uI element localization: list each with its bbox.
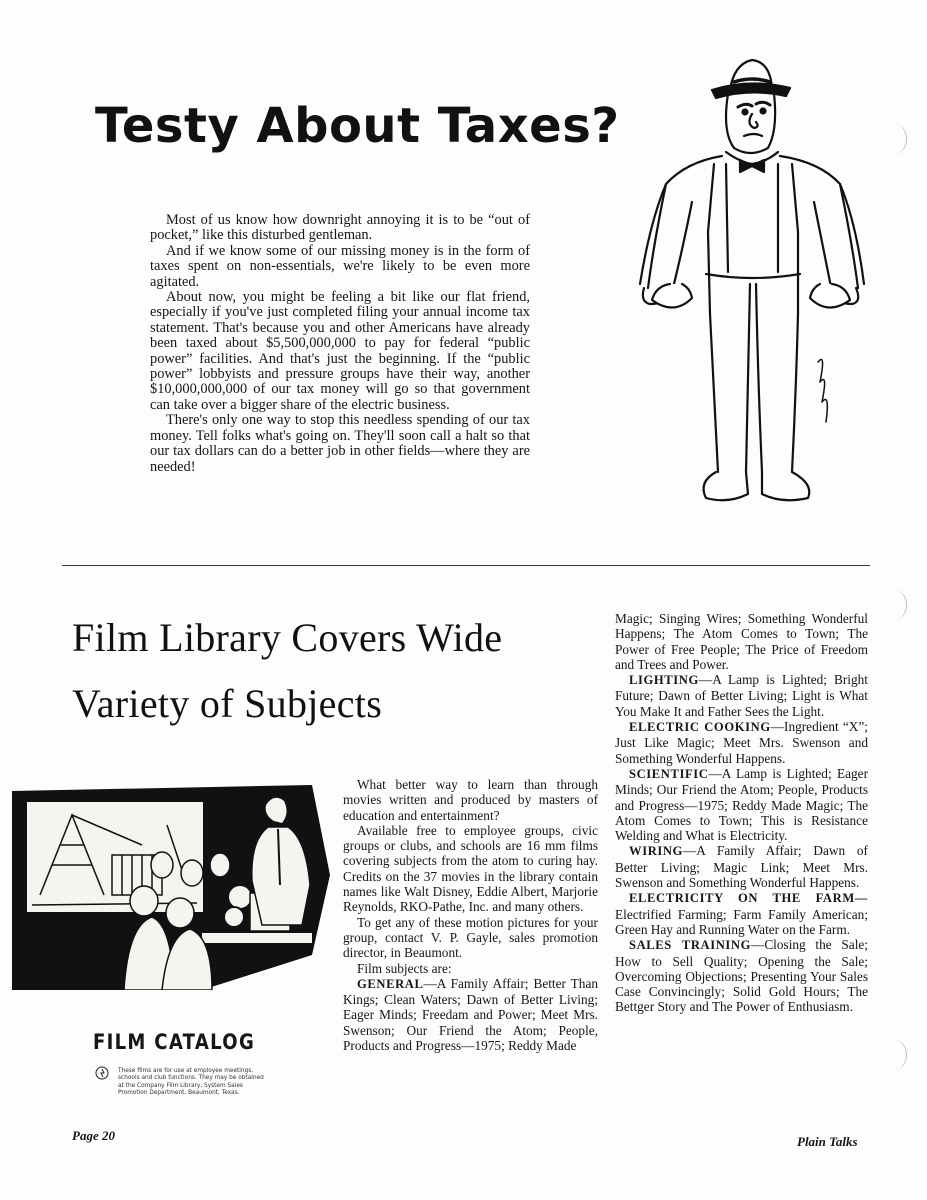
category-text: Electrified Farming; Farm Family American; Green Hay and Running Water on the Farm. — [615, 906, 868, 937]
tax-article-body — [150, 213, 530, 475]
category-text: —Ingredient “X”; Just Like Magic; Meet Mrs. Swenson and Something Wonderful Happens. — [615, 719, 868, 766]
paragraph: And if we know some of our missing money is in the form of taxes spent on non-essentials, we're likely to be even more agitated. — [150, 242, 530, 290]
film-catalog-note: These films are for use at employee meetings, schools and club functions. They may be obtained at the Company Film Library, System Sales Promotion Department, Beaumont, Texas. — [118, 1068, 264, 1097]
paragraph: What better way to learn than through movies written and produced by masters of education and entertainment? — [343, 777, 598, 823]
section-divider — [62, 565, 870, 566]
article-headline-line-2: Variety of Subjects — [72, 681, 383, 726]
category-text: —Closing the Sale; How to Sell Quality; Opening the Sale; Overcoming Objections; Presenting Your Sales Case Convincingly; Solid Gold Hours; The Bettger Story and The Power of Enthusiasm. — [615, 937, 868, 1015]
company-seal-icon — [95, 1066, 109, 1080]
binder-hole — [882, 124, 907, 154]
category-text: —A Lamp is Lighted; Bright Future; Dawn of Better Living; Light is What You Make It and Father Sees the Light. — [615, 672, 868, 719]
category-label: LIGHTING — [629, 673, 699, 688]
article-headline: Testy About Taxes? — [95, 98, 620, 154]
paragraph: Available free to employee groups, civic groups or clubs, and schools are 16 mm films covering subjects from the atom to curing hay. Credits on the 37 movies in the library contain names like Walt Disney, Eddie Albert, Marjorie Reynolds, RKO-Pathe, Inc. and many others. — [343, 822, 598, 915]
category-label: WIRING — [629, 844, 683, 859]
page-number: Page 20 — [72, 1128, 115, 1143]
film-catalog-title: FILM CATALOG — [93, 1030, 256, 1054]
binder-hole — [882, 1040, 907, 1070]
category-electric-cooking — [615, 719, 868, 766]
category-label: GENERAL — [357, 976, 424, 991]
film-article-column-1 — [343, 777, 598, 1053]
binder-hole — [882, 590, 907, 620]
category-label: ELECTRIC COOKING — [629, 720, 771, 735]
paragraph: About now, you might be feeling a bit like our flat friend, especially if you've just completed filing your annual income tax statement. That's because you and other Americans have already been taxed about $5,500,000,000 to pay for federal “public power” facilities. And that's just the beginning. If the “public power” lobbyists and pressure groups have their way, another $10,000,000,000 of our tax money will go so that government can take over a bigger share of the electric business. — [150, 289, 530, 413]
category-wiring — [615, 843, 868, 890]
article-headline-line-1: Film Library Covers Wide — [72, 615, 503, 660]
category-label: ELECTRICITY ON THE FARM— — [629, 891, 868, 906]
film-article-column-2 — [615, 611, 868, 1015]
paragraph: There's only one way to stop this needless spending of our tax money. Tell folks what's going on. They'll soon call a halt so that our tax dollars can do a better job in other fields—where they are needed! — [150, 412, 530, 475]
paragraph: To get any of these motion pictures for your group, contact V. P. Gayle, sales promotion director, in Beaumont. — [343, 914, 598, 961]
category-text: —A Family Affair; Dawn of Better Living; Magic Link; Meet Mrs. Swenson and Something Wonderful Happens. — [615, 843, 868, 891]
cartoon-man-empty-pockets-icon — [630, 52, 870, 522]
category-label: SCIENTIFIC — [629, 766, 709, 781]
publication-name: Plain Talks — [797, 1134, 858, 1149]
paragraph: Most of us know how downright annoying it is to be “out of pocket,” like this disturbed gentleman. — [150, 212, 530, 244]
category-lighting — [615, 672, 868, 719]
category-label: SALES TRAINING — [629, 938, 752, 953]
category-text: —A Lamp is Lighted; Eager Minds; Our Friend the Atom; People, Products and Progress—1975; Reddy Made Magic; The Atom Comes to Town; This is Resistance Welding and What is Electricity. — [615, 765, 868, 844]
paragraph: Magic; Singing Wires; Something Wonderful Happens; The Atom Comes to Town; The Power of Free People; The Price of Freedom and Trees and Power. — [615, 611, 868, 672]
category-scientific — [615, 766, 868, 843]
category-general — [343, 976, 598, 1053]
film-screening-audience-icon — [12, 785, 337, 990]
category-farm — [615, 890, 868, 937]
category-text: —A Family Affair; Better Than Kings; Clean Waters; Dawn of Better Living; Eager Minds; Freedam and Power; Meet Mrs. Swenson; Our Friend the Atom; People, Products and Progress—1975; Reddy Made — [343, 975, 598, 1054]
paragraph: Film subjects are: — [357, 960, 452, 976]
category-sales-training — [615, 937, 868, 1014]
